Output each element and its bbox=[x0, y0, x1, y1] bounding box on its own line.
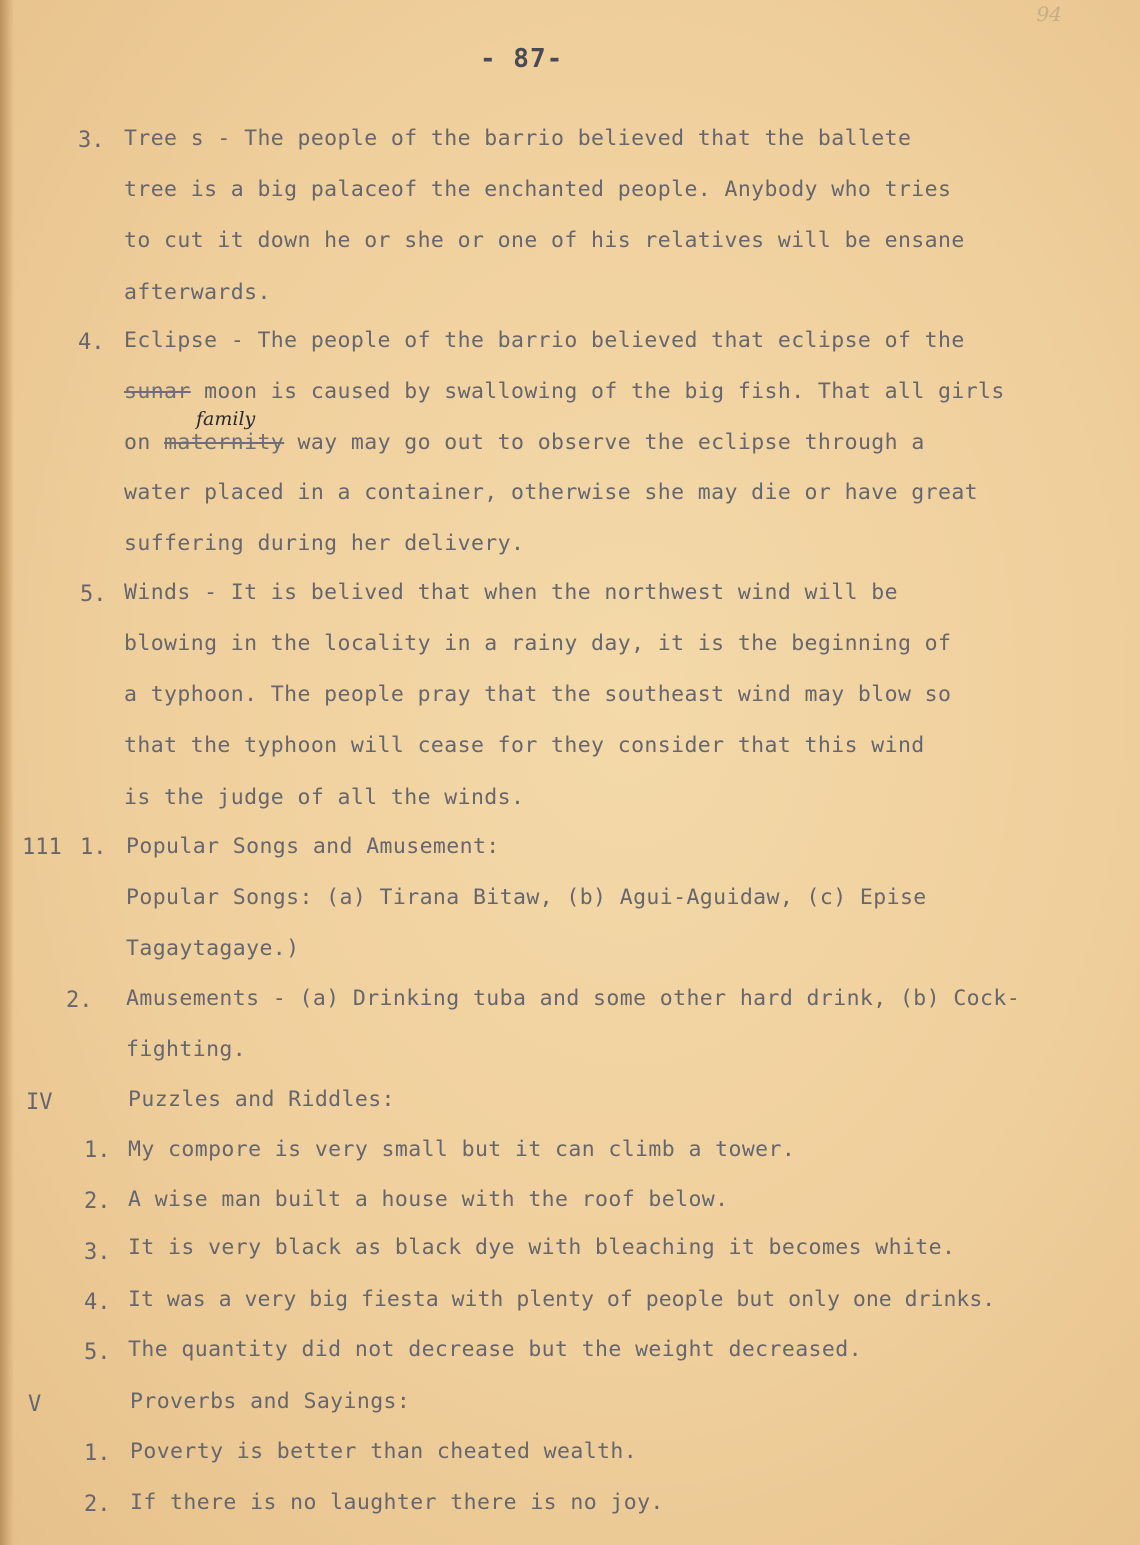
item-marker: 2. bbox=[66, 988, 93, 1013]
item-marker: 4. bbox=[78, 330, 105, 355]
binding-edge bbox=[0, 0, 14, 1545]
text-line: afterwards. bbox=[124, 280, 271, 305]
text-line: tree is a big palaceof the enchanted people. Anybody who tries bbox=[124, 177, 952, 202]
item-marker: 2. bbox=[84, 1492, 111, 1517]
text-line: Tagaytagaye.) bbox=[126, 936, 300, 961]
text-segment: moon is caused by swallowing of the big fish. That all girls bbox=[190, 379, 1005, 404]
section-marker: IV bbox=[26, 1090, 53, 1115]
section-heading: Proverbs and Sayings: bbox=[130, 1389, 411, 1414]
text-line bbox=[124, 430, 925, 455]
item-marker: 3. bbox=[84, 1240, 111, 1265]
text-line: Amusements - (a) Drinking tuba and some other hard drink, (b) Cock- bbox=[126, 986, 1021, 1011]
riddle-text: It was a very big fiesta with plenty of people but only one drinks. bbox=[128, 1287, 996, 1312]
item-marker: 1. bbox=[80, 835, 107, 860]
item-marker: 5. bbox=[80, 582, 107, 607]
text-line: suffering during her delivery. bbox=[124, 531, 525, 556]
item-marker: 2. bbox=[84, 1189, 111, 1214]
text-segment: way may go out to observe the eclipse through a bbox=[284, 430, 925, 455]
text-line bbox=[124, 379, 1005, 404]
riddle-text: A wise man built a house with the roof below. bbox=[128, 1187, 729, 1212]
item-marker: 1. bbox=[84, 1138, 111, 1163]
corner-page-mark: 94 bbox=[1036, 2, 1062, 26]
section-heading: Puzzles and Riddles: bbox=[128, 1087, 395, 1112]
text-line: water placed in a container, otherwise she may die or have great bbox=[124, 480, 979, 505]
section-marker: 111 bbox=[22, 835, 62, 860]
struck-word: sunar bbox=[124, 379, 191, 404]
item-marker: 4. bbox=[84, 1290, 111, 1315]
page-number: - 87- bbox=[480, 44, 564, 74]
riddle-text: The quantity did not decrease but the weight decreased. bbox=[128, 1337, 862, 1362]
text-line: Popular Songs: (a) Tirana Bitaw, (b) Agui-Aguidaw, (c) Epise bbox=[126, 885, 927, 910]
text-line: Eclipse - The people of the barrio believed that eclipse of the bbox=[124, 328, 965, 353]
section-marker: V bbox=[28, 1392, 42, 1417]
riddle-text: It is very black as black dye with bleaching it becomes white. bbox=[128, 1235, 956, 1260]
riddle-text: My compore is very small but it can climb a tower. bbox=[128, 1137, 796, 1162]
text-line: blowing in the locality in a rainy day, it is the beginning of bbox=[124, 631, 952, 656]
text-line: to cut it down he or she or one of his relatives will be ensane bbox=[124, 228, 965, 253]
text-line: a typhoon. The people pray that the southeast wind may blow so bbox=[124, 682, 952, 707]
item-marker: 1. bbox=[84, 1441, 111, 1466]
section-heading: Popular Songs and Amusement: bbox=[126, 834, 500, 859]
handwritten-correction: family bbox=[196, 408, 256, 430]
proverb-text: Poverty is better than cheated wealth. bbox=[130, 1439, 638, 1464]
text-line: that the typhoon will cease for they consider that this wind bbox=[124, 733, 925, 758]
text-line: is the judge of all the winds. bbox=[124, 785, 525, 810]
proverb-text: If there is no laughter there is no joy. bbox=[130, 1490, 664, 1515]
text-line: fighting. bbox=[126, 1037, 247, 1062]
text-segment: on bbox=[124, 430, 165, 455]
item-marker: 5. bbox=[84, 1340, 111, 1365]
struck-word: maternity bbox=[164, 430, 285, 455]
item-marker: 3. bbox=[78, 128, 105, 153]
text-line: Tree s - The people of the barrio believed that the ballete bbox=[124, 126, 912, 151]
text-line: Winds - It is belived that when the northwest wind will be bbox=[124, 580, 898, 605]
